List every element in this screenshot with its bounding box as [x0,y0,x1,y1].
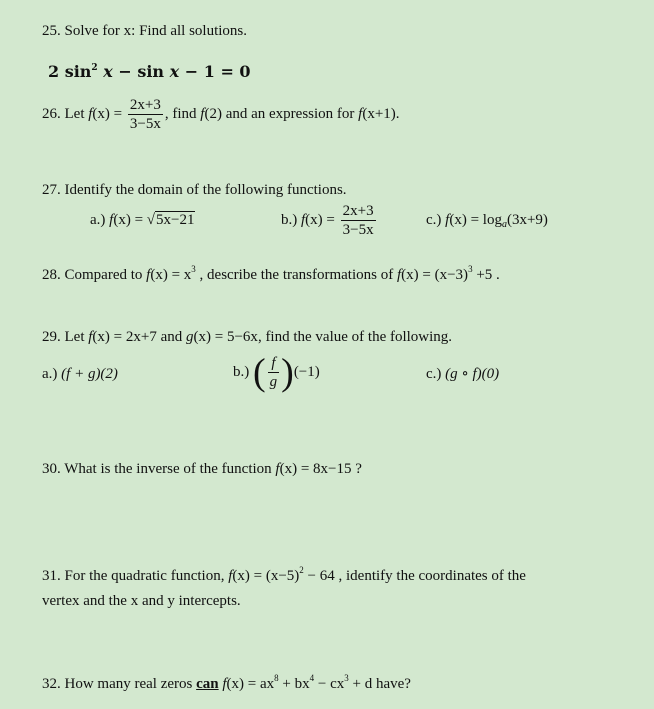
q29-b-label: b.) [233,363,253,380]
q29-a-expr: (f + g)(2) [61,366,118,382]
q28-f2: f [396,267,402,283]
q31-f: f [228,568,233,584]
q27-c-f: f [445,212,450,228]
q32-eq-1: (x) = ax [226,676,275,692]
q27-b-eq: (x) = [305,211,339,228]
q30-f: f [275,461,280,477]
q28-f1-eq: (x) = x [150,267,192,283]
q32-term-3: − cx [314,676,345,692]
q30-prefix: 30. What is the inverse of the function [42,461,276,477]
q27-b-f: f [301,211,306,228]
q32-exp-3: 3 [344,673,349,683]
q28-f2-exp: 3 [468,264,473,274]
q29-c-label: c.) [426,366,446,382]
q29-b-fraction [268,354,280,391]
q29-g: g [186,329,194,345]
q26-f2: f [200,105,205,122]
eq-exponent: 2 [91,63,98,73]
q29-b-arg: (−1) [293,363,320,380]
q26-f-arg: (x) [92,105,110,122]
q29-c-expr: (g ∘ f)(0) [445,366,500,382]
q32-term-2: + bx [278,676,310,692]
eq-op-1: − sin [112,62,170,81]
q26-f2-arg: (2) [204,105,222,122]
q26-end: . [395,105,400,122]
q32-term-4: + d [348,676,373,692]
q29-b-denominator: g [269,374,278,390]
q32-can: can [196,676,219,692]
question-32 [42,675,411,693]
q26-eq: = [109,105,126,122]
q26-f3: f [358,105,363,122]
question-25-label: 25. Solve for x: Find all solutions. [42,23,248,39]
q32-exp-2: 4 [309,673,315,683]
q29-f-eq: (x) = 2x+7 [92,329,157,345]
q27-a-radicand: 5x−21 [156,212,195,228]
q28-prefix: 28. Compared to [42,267,147,283]
eq-var-2: x [169,62,180,81]
q27-c-arg: (3x+9) [506,212,548,228]
eq-rest: − 1 = 0 [179,62,251,81]
q30-f-eq: (x) = 8x−15 [279,461,352,477]
q27-b-fraction [341,202,376,239]
q31-f-eq: (x) = (x−5) [232,568,300,584]
q31-f-end: − 64 [303,568,335,584]
q29-part-b [233,351,320,394]
question-31 [42,567,526,585]
q27-c-label: c.) [426,212,446,228]
q31-exp: 2 [299,565,304,575]
question-31-line-2: vertex and the x and y intercepts. [42,593,241,609]
q27-c-base: a [501,219,507,230]
q28-f1-exp: 3 [191,264,196,274]
q32-exp-1: 8 [274,673,279,683]
q26-denominator: 3−5x [129,116,161,132]
q26-numerator: 2x+3 [129,97,161,113]
q26-mid: , find [164,105,201,122]
q26-fraction [128,96,163,133]
question-25-equation [48,63,251,81]
q32-f: f [222,676,227,692]
question-30 [42,460,362,478]
q27-a-label: a.) [90,212,110,228]
q29-part-c [426,365,499,383]
q27-b-denominator: 3−5x [342,222,374,238]
q32-end: have? [372,676,411,692]
q29-a-label: a.) [42,366,62,382]
q27-part-a [90,211,195,229]
q27-a-sqrt: √5x−21 [146,212,195,228]
eq-var-1: x [97,62,113,81]
q29-end: , find the value of the following. [257,329,453,345]
q27-a-eq: (x) = [113,212,147,228]
q31-end: , identify the coordinates of the [334,568,526,584]
q28-f2-end: +5 . [472,267,500,283]
q28-f2-eq: (x) = (x−3) [401,267,469,283]
q29-and: and [156,329,187,345]
q29-part-a [42,365,118,383]
q26-f3-arg: (x+1) [362,105,396,122]
q27-c-eq: (x) = log [449,212,502,228]
q27-part-c [426,211,548,229]
q29-b-close-paren: ) [281,351,294,394]
question-26 [42,96,400,133]
q27-a-f: f [109,212,114,228]
q27-b-label: b.) [281,211,301,228]
q27-b-numerator: 2x+3 [342,203,374,219]
q29-f: f [88,329,93,345]
q26-f: f [88,105,93,122]
q26-mid2: and an expression for [221,105,359,122]
q32-prefix: 32. How many real zeros [42,676,197,692]
q28-mid: , describe the transformations of [195,267,397,283]
question-28 [42,266,500,284]
q27-part-b [281,202,378,239]
q28-f1: f [146,267,151,283]
q29-g-eq: (x) = 5−6x [193,329,258,345]
eq-term-1: 2 sin [48,62,92,81]
q31-prefix: 31. For the quadratic function, [42,568,229,584]
question-27-label: 27. Identify the domain of the following functions. [42,182,347,198]
question-29 [42,328,452,346]
q29-b-numerator: f [268,354,280,373]
q29-b-open-paren: ( [253,351,266,394]
q29-prefix: 29. Let [42,329,89,345]
q30-end: ? [351,461,362,477]
q26-prefix: 26. Let [42,105,89,122]
